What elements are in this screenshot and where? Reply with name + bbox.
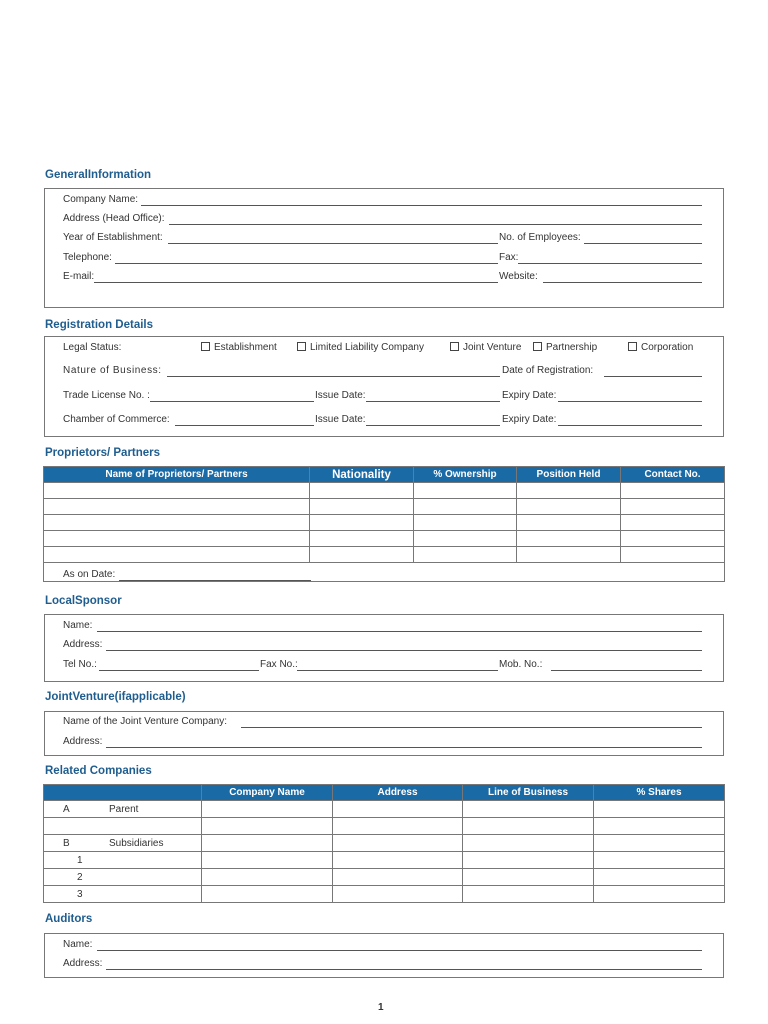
expiry-date-label-1: Expiry Date:	[502, 390, 557, 401]
checkbox-partnership[interactable]: Partnership	[533, 342, 597, 353]
sponsor-tel-field[interactable]	[99, 670, 259, 671]
expiry-date-label-2: Expiry Date:	[502, 414, 557, 425]
sponsor-name-label: Name:	[63, 620, 93, 631]
table-row	[44, 547, 725, 563]
sponsor-mob-label: Mob. No.:	[499, 659, 543, 670]
year-label: Year of Establishment:	[63, 232, 163, 243]
address-label: Address (Head Office):	[63, 213, 165, 224]
checkbox-icon	[201, 342, 210, 351]
checkbox-icon	[297, 342, 306, 351]
page-number: 1	[378, 1002, 384, 1013]
table-row	[44, 483, 725, 499]
table-header-row	[44, 467, 725, 483]
related-companies-table	[43, 784, 725, 903]
sponsor-name-field[interactable]	[97, 631, 702, 632]
column-header: Company Name	[202, 785, 333, 801]
sponsor-mob-field[interactable]	[551, 670, 702, 671]
table-row	[44, 801, 725, 818]
column-header: % Shares	[594, 785, 725, 801]
auditors-name-label: Name:	[63, 939, 93, 950]
table-row	[44, 818, 725, 835]
trade-license-label: Trade License No. :	[63, 390, 150, 401]
company-name-label: Company Name:	[63, 194, 139, 205]
row-number: 1	[77, 854, 83, 866]
issue-date-field-1[interactable]	[366, 401, 500, 402]
fax-field[interactable]	[518, 263, 702, 264]
employees-field[interactable]	[584, 243, 702, 244]
row-label: Parent	[109, 803, 139, 815]
email-field[interactable]	[94, 282, 498, 283]
column-header: % Ownership	[414, 467, 517, 483]
jv-name-field[interactable]	[241, 727, 702, 728]
general-information-box	[44, 188, 724, 308]
local-sponsor-box	[44, 614, 724, 682]
jv-address-field[interactable]	[106, 747, 702, 748]
table-row	[44, 886, 725, 903]
proprietors-title: Proprietors/ Partners	[45, 447, 161, 459]
column-header: Name of Proprietors/ Partners	[44, 467, 310, 483]
table-row	[44, 515, 725, 531]
telephone-field[interactable]	[115, 263, 498, 264]
table-row	[44, 531, 725, 547]
auditors-title: Auditors	[45, 913, 93, 925]
column-header: Nationality	[310, 467, 414, 483]
expiry-date-field-1[interactable]	[558, 401, 702, 402]
nature-of-business-field[interactable]	[167, 376, 500, 377]
checkbox-icon	[533, 342, 542, 351]
column-header: Line of Business	[463, 785, 594, 801]
table-row	[44, 852, 725, 869]
registration-details-title: Registration Details	[45, 319, 153, 331]
column-header: Contact No.	[621, 467, 725, 483]
date-of-registration-label: Date of Registration:	[502, 365, 594, 376]
date-of-registration-field[interactable]	[604, 376, 702, 377]
jv-name-label: Name of the Joint Venture Company:	[63, 716, 227, 727]
auditors-address-field[interactable]	[106, 969, 702, 970]
column-header	[44, 785, 202, 801]
as-on-date-field[interactable]	[119, 580, 311, 581]
legal-status-label: Legal Status:	[63, 342, 122, 353]
proprietors-table	[43, 466, 725, 582]
company-name-field[interactable]	[141, 205, 702, 206]
joint-venture-title: JointVenture(ifapplicable)	[45, 691, 186, 703]
checkbox-icon	[450, 342, 459, 351]
issue-date-field-2[interactable]	[366, 425, 500, 426]
row-number: 2	[77, 871, 83, 883]
checkbox-establishment[interactable]: Establishment	[201, 342, 277, 353]
issue-date-label-2: Issue Date:	[315, 414, 366, 425]
row-letter: A	[63, 803, 70, 815]
auditors-address-label: Address:	[63, 958, 103, 969]
nature-of-business-label: Nature of Business:	[63, 365, 162, 376]
jv-address-label: Address:	[63, 736, 103, 747]
checkbox-joint-venture[interactable]: Joint Venture	[450, 342, 521, 353]
column-header: Address	[333, 785, 463, 801]
issue-date-label-1: Issue Date:	[315, 390, 366, 401]
table-header-row	[44, 785, 725, 801]
row-number: 3	[77, 888, 83, 900]
auditors-box	[44, 933, 724, 978]
year-field[interactable]	[168, 243, 498, 244]
table-row	[44, 835, 725, 852]
local-sponsor-title: LocalSponsor	[45, 595, 122, 607]
website-label: Website:	[499, 271, 538, 282]
fax-label: Fax:	[499, 252, 519, 263]
expiry-date-field-2[interactable]	[558, 425, 702, 426]
sponsor-address-field[interactable]	[106, 650, 702, 651]
checkbox-llc[interactable]: Limited Liability Company	[297, 342, 424, 353]
sponsor-address-label: Address:	[63, 639, 103, 650]
chamber-field[interactable]	[175, 425, 314, 426]
as-on-date-label: As on Date:	[63, 569, 116, 580]
chamber-label: Chamber of Commerce:	[63, 414, 170, 425]
telephone-label: Telephone:	[63, 252, 112, 263]
row-label: Subsidiaries	[109, 837, 164, 849]
as-on-date-row	[44, 563, 725, 582]
checkbox-icon	[628, 342, 637, 351]
employees-label: No. of Employees:	[499, 232, 581, 243]
checkbox-corporation[interactable]: Corporation	[628, 342, 693, 353]
email-label: E-mail:	[63, 271, 95, 282]
trade-license-field[interactable]	[150, 401, 314, 402]
general-information-title: GeneralInformation	[45, 169, 152, 181]
auditors-name-field[interactable]	[97, 950, 702, 951]
table-row	[44, 499, 725, 515]
sponsor-tel-label: Tel No.:	[63, 659, 97, 670]
website-field[interactable]	[543, 282, 702, 283]
table-row	[44, 869, 725, 886]
related-companies-title: Related Companies	[45, 765, 152, 777]
address-field[interactable]	[169, 224, 702, 225]
sponsor-fax-field[interactable]	[297, 670, 498, 671]
row-letter: B	[63, 837, 70, 849]
sponsor-fax-label: Fax No.:	[260, 659, 298, 670]
column-header: Position Held	[517, 467, 621, 483]
